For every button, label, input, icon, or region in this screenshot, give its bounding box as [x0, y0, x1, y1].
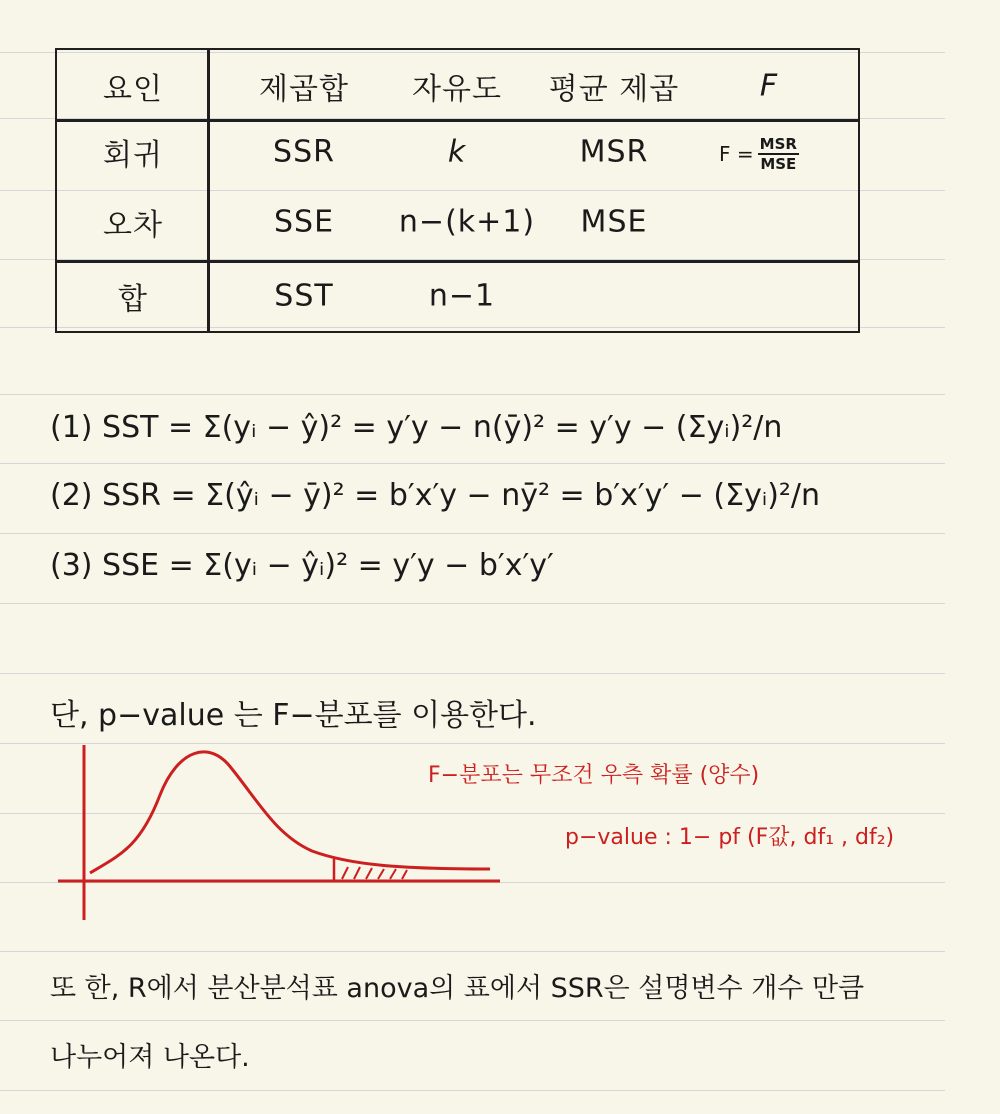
row-regression-source: 회귀	[103, 138, 163, 173]
equation-sst: (1) SST = Σ(yᵢ − ŷ)² = y′y − n(ȳ)² = y′y − (Σyᵢ)²/n	[50, 410, 783, 445]
f-denominator: MSE	[760, 155, 797, 173]
right-tail-note: F−분포는 무조건 우측 확률 (양수)	[428, 763, 760, 788]
header-source: 요인	[103, 72, 163, 107]
row-error-source: 오차	[103, 208, 163, 243]
row-total-df: n−1	[428, 278, 496, 314]
f-numerator: MSR	[759, 135, 797, 153]
header-f: F	[759, 68, 779, 104]
row-regression-ms: MSR	[579, 134, 649, 170]
table-divider-vertical	[207, 50, 210, 331]
row-error-df: n−(k+1)	[398, 204, 536, 240]
row-regression-df: k	[447, 134, 467, 170]
f-prefix: F =	[719, 142, 754, 166]
footer-line-2: 나누어져 나온다.	[50, 1042, 250, 1073]
row-regression-f-formula	[719, 135, 799, 173]
header-degrees-of-freedom: 자유도	[412, 72, 502, 107]
right-tail-hatching	[342, 867, 407, 879]
header-mean-square: 평균 제곱	[548, 72, 680, 107]
row-error-ms: MSE	[580, 204, 648, 240]
table-divider-header	[57, 119, 858, 122]
row-total-source: 합	[118, 282, 148, 317]
pvalue-note: 단, p−value 는 F−분포를 이용한다.	[50, 698, 537, 733]
equation-ssr: (2) SSR = Σ(ŷᵢ − ȳ)² = b′x′y − nȳ² = b′x′y′ − (Σyᵢ)²/n	[50, 478, 821, 513]
pvalue-formula: p−value : 1− pf (F값, df₁ , df₂)	[565, 825, 895, 850]
header-sum-of-squares: 제곱합	[259, 72, 349, 107]
row-total-ss: SST	[274, 278, 334, 314]
anova-table	[55, 48, 860, 333]
row-regression-ss: SSR	[273, 134, 335, 170]
f-fraction	[758, 135, 799, 173]
row-error-ss: SSE	[273, 204, 335, 240]
table-divider-total	[57, 260, 858, 263]
equation-sse: (3) SSE = Σ(yᵢ − ŷᵢ)² = y′y − b′x′y′	[50, 548, 554, 583]
footer-line-1: 또 한, R에서 분산분석표 anova의 표에서 SSR은 설명변수 개수 만큼	[50, 973, 865, 1004]
